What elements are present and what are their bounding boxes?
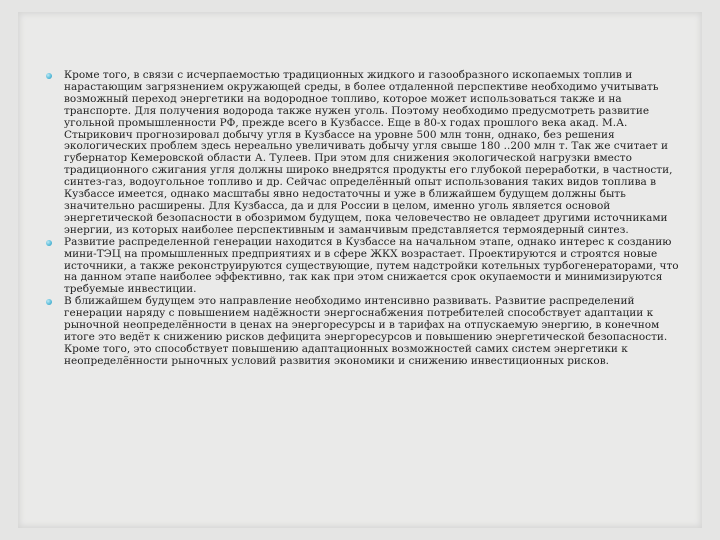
bullet-text: В ближайшем будущем это направление необходимо интенсивно развивать. Развитие распределений генерации наряду с повышением надёжности энергоснабжения потребителей способствует адаптации к рыночной неопределённости в ценах на энергоресурсы и в тарифах на отпускаемую энергию, в конечном итоге это ведёт к снижению рисков дефицита энергоресурсов и повышению энергетической безопасности. Кроме того, это способствует повышению адаптационных возможностей самих систем энергетики к неопределённости рыночных условий развития экономики и снижению инвестиционных рисков. — [64, 295, 668, 367]
bullet-text: Развитие распределенной генерации находится в Кузбассе на начальном этапе, однако интерес к созданию мини-ТЭЦ на промышленных предприятиях и в сфере ЖКХ возрастает. Проектируются и строятся новые источники, а также реконструируются существующие, путем надстройки котельных турбогенераторами, что на данном этапе наиболее эффективно, так как при этом снижается срок окупаемости и минимизируются требуемые инвестиции. — [64, 235, 679, 296]
bullet-list — [46, 70, 686, 368]
bullet-item — [46, 237, 686, 297]
round-bullet-icon — [46, 73, 52, 79]
bullet-item — [46, 70, 686, 237]
round-bullet-icon — [46, 299, 52, 305]
bullet-item — [46, 296, 686, 367]
round-bullet-icon — [46, 240, 52, 246]
bullet-text: Кроме того, в связи с исчерпаемостью традиционных жидкого и газообразного ископаемых топлив и нарастающим загрязнением окружающей среды, в более отдаленной перспективе необходимо учитывать возможный переход энергетики на водородное топливо, которое может использоваться также и на транспорте. Для получения водорода также нужен уголь. Поэтому необходимо предусмотреть развитие угольной промышленности РФ, прежде всего в Кузбассе. Еще в 80-х годах прошлого века акад. М.А. Стырикович прогнозировал добычу угля в Кузбассе на уровне 500 млн тонн, однако, без решения экологических проблем здесь нереально увеличивать добычу угля свыше 180 ..200 млн т. Так же считает и губернатор Кемеровской области А. Тулеев. При этом для снижения экологической нагрузки вместо традиционного сжигания угля должны широко внедрятся продукты его глубокой переработки, в частности, синтез-газ, водоугольное топливо и др. Сейчас определённый опыт использования таких видов топлива в Кузбассе имеется, однако масштабы явно недостаточны и уже в ближайшем будущем должны быть значительно расширены. Для Кузбасса, да и для России в целом, именно уголь является основой энергетической безопасности в обозримом будущем, пока человечество не овладеет другими источниками энергии, из которых наиболее перспективным и заманчивым представляется термоядерный синтез. — [64, 69, 673, 236]
